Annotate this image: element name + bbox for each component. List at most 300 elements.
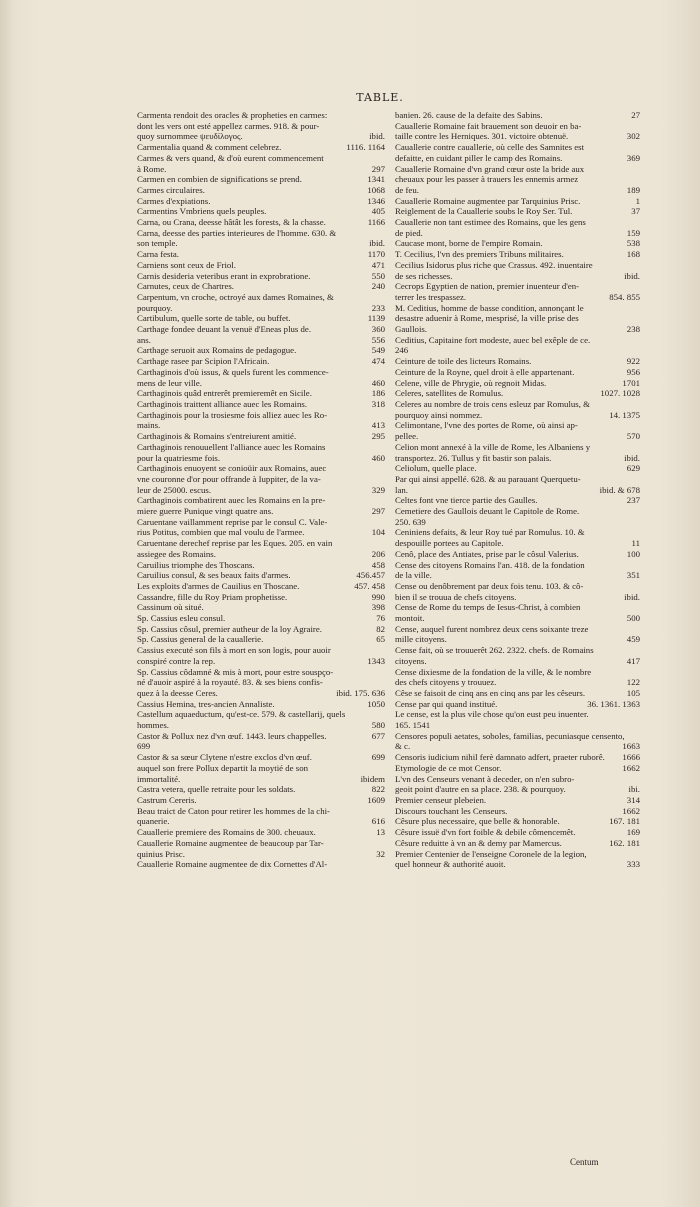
index-entry xyxy=(395,784,640,795)
index-entry xyxy=(395,356,640,367)
entry-text: de feu. xyxy=(395,184,419,195)
entry-text: Cêse se faisoit de cinq ans en cinq ans par les cêseurs. xyxy=(395,687,586,698)
index-entry xyxy=(395,699,640,710)
entry-text: Cauallerie Romaine augmentee de dix Cornettes d'Al- xyxy=(137,859,328,870)
entry-text: Cauallerie Romaine augmentee de beaucoup par Tar- xyxy=(137,837,324,848)
entry-page-ref: 922 xyxy=(626,356,640,367)
entry-text: taille contre les Herniques. 301. victoire obtenuë. xyxy=(395,131,569,142)
entry-page-ref: 677 xyxy=(371,730,385,741)
index-entry xyxy=(137,709,385,720)
index-entry xyxy=(395,709,640,720)
entry-text: Sp. Cassius côdamné & mis à mort, pour estre souspço- xyxy=(137,666,334,677)
index-entry xyxy=(137,271,385,282)
index-entry xyxy=(395,420,640,431)
index-entry xyxy=(137,602,385,613)
entry-page-ref: 460 xyxy=(371,452,385,463)
entry-text: Cense ou denôbrement par deux fois tenu. 103. & cô- xyxy=(395,580,584,591)
entry-page-ref: ibid. xyxy=(369,238,385,249)
entry-text: Cauallerie premiere des Romains de 300. cheuaux. xyxy=(137,827,316,838)
entry-text: Cense de Rome du temps de Iesus-Christ, à combien xyxy=(395,602,581,613)
entry-text: Carmentins Vmbriens quels peuples. xyxy=(137,206,267,217)
index-entry xyxy=(395,121,640,132)
index-entry xyxy=(137,228,385,239)
entry-text: T. Cecilius, l'vn des premiers Tribuns militaires. xyxy=(395,249,564,260)
entry-page-ref: 369 xyxy=(626,152,640,163)
index-entry xyxy=(395,345,640,356)
entry-text: Sp. Cassius general de la cauallerie. xyxy=(137,634,264,645)
entry-text: Etymologie de ce mot Censor. xyxy=(395,762,502,773)
entry-text: Castra vetera, quelle retraite pour les soldats. xyxy=(137,784,296,795)
entry-page-ref: 206 xyxy=(371,548,385,559)
entry-text: Carthaginois renouuellent l'alliance auec les Romains xyxy=(137,441,326,452)
index-entry xyxy=(395,399,640,410)
entry-text: Carthage seruoit aux Romains de pedagogue. xyxy=(137,345,297,356)
entry-text: Cassinum où situé. xyxy=(137,602,204,613)
index-entry xyxy=(395,859,640,870)
index-entry xyxy=(137,495,385,506)
entry-text: Ceinture de la Royne, quel droit à elle appartenant. xyxy=(395,366,575,377)
entry-page-ref: ibi. xyxy=(628,784,640,795)
index-entry xyxy=(137,206,385,217)
index-entry xyxy=(395,517,640,528)
entry-text: defaitte, en cuidant piller le camp des Romains. xyxy=(395,152,563,163)
entry-text: à Rome. xyxy=(137,163,167,174)
index-entry xyxy=(137,260,385,271)
index-entry xyxy=(137,185,385,196)
index-entry xyxy=(137,549,385,560)
catchword: Centum xyxy=(570,1157,599,1167)
index-entry xyxy=(137,741,385,752)
entry-page-ref: 168 xyxy=(626,249,640,260)
entry-text: Caruilius triomphe des Thoscans. xyxy=(137,559,255,570)
entry-page-ref: 822 xyxy=(371,784,385,795)
index-entry xyxy=(137,795,385,806)
entry-text: Celtes font vne tierce partie des Gaulles. xyxy=(395,495,538,506)
entry-text: mens de leur ville. xyxy=(137,377,202,388)
entry-page-ref: 1116. 1164 xyxy=(346,142,385,153)
entry-page-ref: ibid. xyxy=(624,270,640,281)
entry-page-ref: 616 xyxy=(371,816,385,827)
entry-text: miere guerre Punique vingt quatre ans. xyxy=(137,506,274,517)
entry-page-ref: 398 xyxy=(371,602,385,613)
index-entry xyxy=(137,121,385,132)
entry-text: Cêsure issuë d'vn fort foible & debile cômencemêt. xyxy=(395,827,576,838)
index-entry xyxy=(137,731,385,742)
index-entry xyxy=(395,624,640,635)
entry-page-ref: 1662 xyxy=(622,805,640,816)
entry-text: Carthaginois pour la trosiesme fois alliez auec les Ro- xyxy=(137,409,328,420)
index-entry xyxy=(395,238,640,249)
entry-text: & c. xyxy=(395,741,411,752)
entry-page-ref: 360 xyxy=(371,324,385,335)
entry-page-ref: 37 xyxy=(631,206,640,217)
index-entry xyxy=(395,260,640,271)
index-entry xyxy=(137,752,385,763)
entry-page-ref: 11 xyxy=(631,538,640,549)
index-entry xyxy=(395,656,640,667)
entry-page-ref: 82 xyxy=(376,623,385,634)
entry-text: Carthaginois quâd entrerêt premieremêt en Sicile. xyxy=(137,388,312,399)
index-entry xyxy=(395,720,640,731)
entry-text: ans. xyxy=(137,334,151,345)
index-entry xyxy=(395,303,640,314)
entry-text: pourquoy ainsi nommez. xyxy=(395,409,483,420)
entry-text: Censores populi aetates, soboles, familias, pecuniasque censento, xyxy=(395,730,625,741)
index-entry xyxy=(137,474,385,485)
entry-text: Cauallerie contre cauallerie, où celle des Samnites est xyxy=(395,142,585,153)
entry-page-ref: 295 xyxy=(371,431,385,442)
index-entry xyxy=(395,795,640,806)
entry-text: de la ville. xyxy=(395,570,432,581)
entry-text: Cauallerie non tant estimee des Romains, que les gens xyxy=(395,217,586,228)
entry-page-ref: 65 xyxy=(376,634,385,645)
index-entry xyxy=(395,442,640,453)
index-entry xyxy=(395,560,640,571)
entry-page-ref: 1170 xyxy=(367,249,385,260)
index-entry xyxy=(395,677,640,688)
index-entry xyxy=(395,849,640,860)
index-entry xyxy=(137,249,385,260)
index-entry xyxy=(137,196,385,207)
entry-text: Carmenta rendoit des oracles & propheties en carmes: xyxy=(137,110,328,120)
entry-text: Carpentum, vn croche, octroyé aux dames Romaines, & xyxy=(137,291,334,302)
entry-page-ref: 471 xyxy=(371,259,385,270)
index-entry xyxy=(137,720,385,731)
entry-text: Celion mont annexé à la ville de Rome, les Albaniens y xyxy=(395,441,591,452)
entry-page-ref: 549 xyxy=(371,345,385,356)
entry-text: Sp. Cassius côsul, premier autheur de la loy Agraire. xyxy=(137,623,322,634)
entry-text: Celimontane, l'vne des portes de Rome, où ainsi ap- xyxy=(395,420,578,431)
index-entry xyxy=(137,774,385,785)
index-entry xyxy=(395,774,640,785)
entry-page-ref: 1662 xyxy=(622,762,640,773)
entry-text: 699 xyxy=(137,741,151,752)
index-column-right xyxy=(395,110,640,870)
entry-text: L'vn des Censeurs venant à deceder, on n'en subro- xyxy=(395,773,575,784)
index-entry xyxy=(137,110,385,121)
entry-text: Cenô, place des Antiates, prise par le côsul Valerius. xyxy=(395,548,579,559)
entry-page-ref: 1027. 1028 xyxy=(600,388,640,399)
index-entry xyxy=(137,506,385,517)
entry-text: quanerie. xyxy=(137,816,170,827)
index-entry xyxy=(137,388,385,399)
index-entry xyxy=(395,271,640,282)
index-entry xyxy=(137,356,385,367)
index-entry xyxy=(137,442,385,453)
entry-page-ref: 1343 xyxy=(367,655,385,666)
index-entry xyxy=(395,581,640,592)
entry-page-ref: 186 xyxy=(371,388,385,399)
index-entry xyxy=(137,303,385,314)
index-entry xyxy=(395,645,640,656)
entry-text: Caruentane derechef reprise par les Eques. 205. en vain xyxy=(137,538,333,549)
entry-page-ref: 1346 xyxy=(367,195,385,206)
index-entry xyxy=(395,292,640,303)
entry-text: Premier censeur plebeien. xyxy=(395,795,487,805)
index-entry xyxy=(395,164,640,175)
index-entry xyxy=(137,624,385,635)
entry-page-ref: 237 xyxy=(626,495,640,506)
entry-text: Carna, deesse des parties interieures de l'homme. 630. & xyxy=(137,227,337,238)
entry-text: Carthage fondee deuant la venuë d'Eneas plus de. xyxy=(137,324,312,335)
index-entry xyxy=(137,420,385,431)
entry-page-ref: 189 xyxy=(626,184,640,195)
index-entry xyxy=(137,131,385,142)
entry-page-ref: 159 xyxy=(626,227,640,238)
entry-text: Cense des citoyens Romains l'an. 418. de la fondation xyxy=(395,559,585,570)
index-entry xyxy=(137,153,385,164)
entry-text: montoit. xyxy=(395,613,425,624)
index-entry xyxy=(395,217,640,228)
entry-text: Censoris iudicium nihil ferè damnato adfert, praeter ruborê. xyxy=(395,752,605,763)
index-entry xyxy=(395,281,640,292)
entry-text: Carna festa. xyxy=(137,249,180,260)
entry-text: des chefs citoyens y trouuez. xyxy=(395,677,497,688)
index-entry xyxy=(137,142,385,153)
entry-text: Ceniniens defaits, & leur Roy tué par Romulus. 10. & xyxy=(395,527,585,538)
entry-text: terrer les trespassez. xyxy=(395,291,467,302)
index-entry xyxy=(137,367,385,378)
entry-text: né d'auoir aspiré à la royauté. 83. & ses biens confis- xyxy=(137,677,323,688)
entry-page-ref: 1068 xyxy=(367,184,385,195)
entry-text: geoit point d'autre en sa place. 238. & pourquoy. xyxy=(395,784,566,795)
index-entry xyxy=(395,335,640,346)
index-entry xyxy=(395,688,640,699)
index-entry xyxy=(137,217,385,228)
entry-page-ref: 1341 xyxy=(367,174,385,185)
index-entry xyxy=(395,474,640,485)
entry-text: Beau traict de Caton pour retirer les hommes de la chi- xyxy=(137,805,330,816)
index-entry xyxy=(137,570,385,581)
entry-text: Cauallerie Romaine fait brauement son deuoir en ba- xyxy=(395,120,582,131)
entry-text: de ses richesses. xyxy=(395,270,453,281)
entry-page-ref: ibid. xyxy=(624,591,640,602)
entry-text: Castrum Cereris. xyxy=(137,795,197,805)
entry-text: Celeres au nombre de trois cens esleuz par Romulus, & xyxy=(395,398,590,409)
entry-text: Carmes d'expiations. xyxy=(137,195,211,206)
index-entry xyxy=(137,849,385,860)
entry-text: Cêsure reduitte à vn an & demy par Mamercus. xyxy=(395,837,562,848)
entry-text: Cassius executé son fils à mort en son logis, pour auoir xyxy=(137,645,331,656)
entry-text: Castellum aquaeductum, qu'est-ce. 579. & castellarij, quels xyxy=(137,709,346,720)
entry-page-ref: 27 xyxy=(631,110,640,120)
index-entry xyxy=(395,538,640,549)
index-entry xyxy=(137,838,385,849)
entry-page-ref: 240 xyxy=(371,281,385,292)
index-entry xyxy=(137,699,385,710)
entry-text: Carmes circulaires. xyxy=(137,184,205,195)
entry-text: pellee. xyxy=(395,431,419,442)
entry-text: son temple. xyxy=(137,238,178,249)
index-entry xyxy=(137,453,385,464)
entry-text: despouille portees au Capitole. xyxy=(395,538,504,549)
entry-text: desastre aduenir à Rome, mesprisé, la ville prise des xyxy=(395,313,579,324)
index-entry xyxy=(395,431,640,442)
index-entry xyxy=(395,570,640,581)
index-entry xyxy=(137,784,385,795)
entry-page-ref: 1663 xyxy=(622,741,640,752)
index-entry xyxy=(395,495,640,506)
entry-text: Par qui ainsi appellé. 628. & au parauant Querquetu- xyxy=(395,473,581,484)
entry-page-ref: 538 xyxy=(626,238,640,249)
entry-page-ref: 122 xyxy=(626,677,640,688)
entry-text: Cense dixiesme de la fondation de la ville, & le nombre xyxy=(395,666,592,677)
entry-text: quoy surnommee ψευδίλογος. xyxy=(137,131,243,142)
entry-text: Carmes & vers quand, & d'où eurent commencement xyxy=(137,152,324,163)
entry-text: banien. 26. cause de la defaite des Sabins. xyxy=(395,110,543,120)
index-entry xyxy=(137,292,385,303)
index-entry xyxy=(137,238,385,249)
entry-page-ref: ibid. 175. 636 xyxy=(336,687,385,698)
entry-page-ref: ibid. & 678 xyxy=(599,484,640,495)
index-entry xyxy=(137,378,385,389)
entry-text: Cecrops Egyptien de nation, premier inuenteur d'en- xyxy=(395,281,580,292)
entry-page-ref: 990 xyxy=(371,591,385,602)
entry-text: Discours touchant les Censeurs. xyxy=(395,805,508,816)
index-entry xyxy=(395,752,640,763)
entry-page-ref: 297 xyxy=(371,163,385,174)
index-entry xyxy=(137,399,385,410)
entry-page-ref: 167. 181 xyxy=(609,816,640,827)
entry-text: conspiré contre la rep. xyxy=(137,655,216,666)
entry-page-ref: 460 xyxy=(371,377,385,388)
entry-text: Sp. Cassius esleu consul. xyxy=(137,613,226,624)
entry-text: Carthaginois d'où issus, & quels furent les commence- xyxy=(137,366,329,377)
entry-text: citoyens. xyxy=(395,655,427,666)
entry-page-ref: 302 xyxy=(626,131,640,142)
entry-text: 165. 1541 xyxy=(395,720,431,731)
entry-page-ref: 570 xyxy=(626,431,640,442)
entry-text: Gaullois. xyxy=(395,324,428,335)
entry-page-ref: 854. 855 xyxy=(609,291,640,302)
entry-text: mains. xyxy=(137,420,161,431)
index-entry xyxy=(395,249,640,260)
index-entry xyxy=(395,485,640,496)
entry-page-ref: 458 xyxy=(371,559,385,570)
index-entry xyxy=(395,549,640,560)
entry-text: transportez. 26. Tullus y fit bastir son palais. xyxy=(395,452,552,463)
entry-page-ref: 100 xyxy=(626,548,640,559)
index-entry xyxy=(137,463,385,474)
entry-text: Cauallerie Romaine augmentee par Tarquinius Prisc. xyxy=(395,195,581,206)
entry-text: Cense par qui quand institué. xyxy=(395,698,498,709)
entry-page-ref: 13 xyxy=(376,827,385,838)
index-entry xyxy=(137,613,385,624)
index-entry xyxy=(395,174,640,185)
index-entry xyxy=(137,581,385,592)
index-entry xyxy=(137,592,385,603)
entry-text: auquel son frere Pollux departit la moytié de son xyxy=(137,762,309,773)
entry-text: Castor & sa sœur Clytene n'estre exclos d'vn œuf. xyxy=(137,752,312,763)
index-entry xyxy=(395,667,640,678)
entry-text: Celene, ville de Phrygie, où regnoit Midas. xyxy=(395,377,547,388)
entry-text: Caucase mont, borne de l'empire Romain. xyxy=(395,238,543,249)
entry-page-ref: 351 xyxy=(626,570,640,581)
index-entry xyxy=(137,281,385,292)
entry-page-ref: 32 xyxy=(376,848,385,859)
entry-text: vne couronne d'or pour offrande à Iuppiter, de la va- xyxy=(137,473,321,484)
entry-page-ref: 105 xyxy=(626,687,640,698)
entry-text: Reiglement de la Cauallerie soubs le Roy Ser. Tul. xyxy=(395,206,573,217)
entry-text: Castor & Pollux nez d'vn œuf. 1443. leurs chappelles. xyxy=(137,730,327,741)
entry-page-ref: ibid. xyxy=(369,131,385,142)
entry-page-ref: 956 xyxy=(626,366,640,377)
entry-text: Carthaginois traittent alliance auec les Romains. xyxy=(137,398,308,409)
entry-text: 250. 639 xyxy=(395,516,426,527)
entry-page-ref: 104 xyxy=(371,527,385,538)
index-entry xyxy=(137,345,385,356)
entry-text: Cassius Hemina, tres-ancien Annaliste. xyxy=(137,698,275,709)
index-entry xyxy=(137,634,385,645)
entry-text: quel honneur & authorité auoit. xyxy=(395,859,506,870)
entry-text: Carnis desideria veteribus erant in exprobratione. xyxy=(137,270,311,281)
entry-text: quinius Prisc. xyxy=(137,848,185,859)
index-entry xyxy=(395,613,640,624)
entry-text: Carniens sont ceux de Friol. xyxy=(137,259,236,270)
entry-page-ref: 1701 xyxy=(622,377,640,388)
index-entry xyxy=(137,656,385,667)
entry-page-ref: 413 xyxy=(371,420,385,431)
entry-page-ref: 580 xyxy=(371,720,385,731)
index-entry xyxy=(137,324,385,335)
entry-page-ref: 333 xyxy=(626,859,640,870)
index-entry xyxy=(137,485,385,496)
entry-text: Cense fait, où se trouuerêt 262. 2322. chefs. de Romains xyxy=(395,645,594,656)
index-entry xyxy=(137,827,385,838)
entry-page-ref: 556 xyxy=(371,334,385,345)
index-entry xyxy=(395,763,640,774)
index-entry xyxy=(137,560,385,571)
index-entry xyxy=(395,838,640,849)
index-entry xyxy=(137,688,385,699)
entry-page-ref: ibidem xyxy=(360,773,385,784)
entry-page-ref: 238 xyxy=(626,324,640,335)
index-entry xyxy=(395,131,640,142)
entry-text: Caruentane vaillamment reprise par le consul C. Vale- xyxy=(137,516,328,527)
entry-text: Les exploits d'armes de Cauilius en Thoscane. xyxy=(137,580,300,591)
entry-text: Carthaginois & Romains s'entreiurent amitié. xyxy=(137,431,297,442)
index-entry xyxy=(137,816,385,827)
entry-page-ref: 318 xyxy=(371,398,385,409)
index-entry xyxy=(395,324,640,335)
index-entry xyxy=(395,206,640,217)
entry-page-ref: 550 xyxy=(371,270,385,281)
entry-text: bien il se trouua de chefs citoyens. xyxy=(395,591,517,602)
entry-text: de pied. xyxy=(395,227,423,238)
entry-text: pour la quatriesme fois. xyxy=(137,452,221,463)
entry-text: Cauallerie Romaine d'vn grand cœur oste la bride aux xyxy=(395,163,585,174)
entry-text: Celiolum, quelle place. xyxy=(395,463,477,474)
entry-page-ref: 297 xyxy=(371,506,385,517)
entry-page-ref: 1 xyxy=(635,195,640,206)
entry-text: Carmen en combien de significations se prend. xyxy=(137,174,302,185)
index-entry xyxy=(395,453,640,464)
entry-text: quez à la deesse Ceres. xyxy=(137,687,218,698)
entry-page-ref: 1609 xyxy=(367,795,385,805)
entry-text: Carmentalia quand & comment celebrez. xyxy=(137,142,282,153)
index-entry xyxy=(395,185,640,196)
index-entry xyxy=(395,731,640,742)
index-entry xyxy=(137,677,385,688)
entry-page-ref: 14. 1375 xyxy=(609,409,640,420)
index-entry xyxy=(395,816,640,827)
entry-text: lan. xyxy=(395,484,408,495)
index-entry xyxy=(395,367,640,378)
entry-text: Celeres, satellites de Romulus. xyxy=(395,388,504,399)
index-entry xyxy=(137,667,385,678)
entry-page-ref: 457. 458 xyxy=(354,580,385,591)
index-entry xyxy=(395,228,640,239)
